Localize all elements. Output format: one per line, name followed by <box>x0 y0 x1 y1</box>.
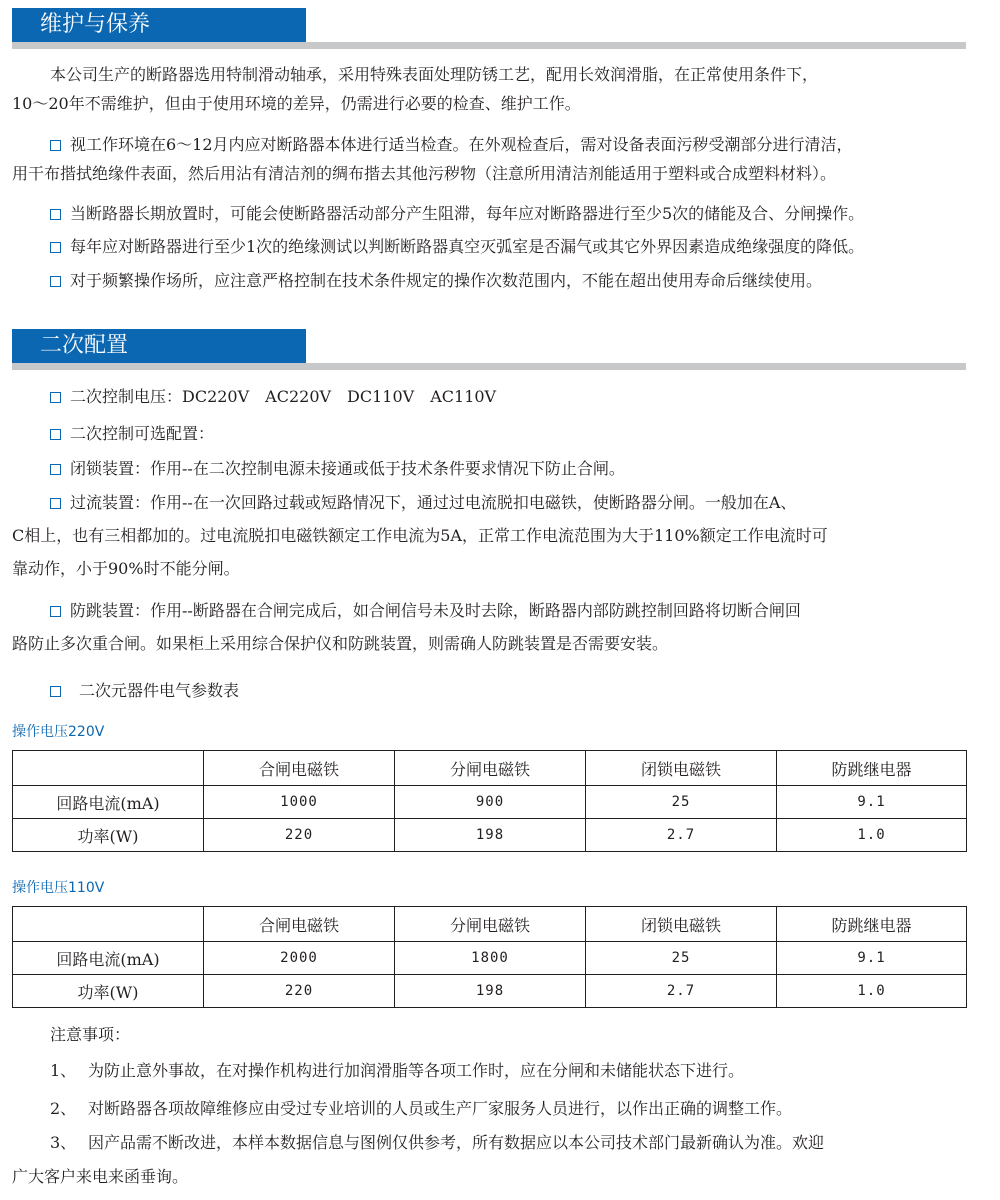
section-title: 维护与保养 <box>12 8 306 42</box>
config-item <box>12 382 994 411</box>
table-cell: 1000 <box>204 786 395 819</box>
note-index: 2、 <box>50 1099 77 1118</box>
text-line: 二次元器件电气参数表 <box>79 681 240 700</box>
config-item <box>12 676 994 705</box>
parameter-table-220v <box>12 750 967 852</box>
checkbox-square-icon <box>50 140 61 151</box>
table-caption: 操作电压110V <box>12 880 105 896</box>
checkbox-square-icon <box>50 392 61 403</box>
config-item <box>12 488 994 583</box>
header-cell: 分闸电磁铁 <box>395 907 586 942</box>
table-cell: 1.0 <box>777 975 967 1008</box>
header-cell: 防跳继电器 <box>777 751 967 786</box>
header-cell: 闭锁电磁铁 <box>586 751 777 786</box>
text-line: 防跳装置：作用--断路器在合闸完成后，如合闸信号未及时去除，断路器内部防跳控制回路将切断合闸回 <box>70 601 801 620</box>
note-item <box>12 1056 994 1085</box>
text-line: 二次控制电压：DC220V AC220V DC110V AC110V <box>70 387 497 406</box>
checkbox-square-icon <box>50 242 61 253</box>
text-line: 用干布揩拭绝缘件表面，然后用沾有清洁剂的绸布揩去其他污秽物（注意所用清洁剂能适用于塑料或合成塑料材料）。 <box>12 164 837 183</box>
table-header-row <box>13 751 967 786</box>
config-item <box>12 454 994 483</box>
section-header-maintenance <box>12 8 966 50</box>
table-cell: 198 <box>395 819 586 852</box>
text-line: 过流装置：作用--在一次回路过载或短路情况下，通过过电流脱扣电磁铁，使断路器分闸。一般加在A、 <box>70 493 797 512</box>
text-line: 注意事项： <box>50 1025 131 1044</box>
maintenance-item <box>12 232 994 261</box>
checkbox-square-icon <box>50 606 61 617</box>
row-label: 功率(W) <box>13 975 204 1008</box>
text-line: C相上，也有三相都加的。过电流脱扣电磁铁额定工作电流为5A，正常工作电流范围为大于110%额定工作电流时可 <box>12 526 828 545</box>
checkbox-square-icon <box>50 498 61 509</box>
header-cell: 防跳继电器 <box>777 907 967 942</box>
header-cell <box>13 907 204 942</box>
text-line: 因产品需不断改进，本样本数据信息与图例仅供参考，所有数据应以本公司技术部门最新确认为准。欢迎 <box>88 1133 825 1152</box>
maintenance-item <box>12 199 994 228</box>
header-cell: 合闸电磁铁 <box>204 751 395 786</box>
table-caption: 操作电压220V <box>12 724 105 740</box>
text-line: 二次控制可选配置： <box>70 424 215 443</box>
section-header-secondary-config <box>12 329 966 371</box>
table-cell: 25 <box>586 786 777 819</box>
config-item <box>12 419 994 448</box>
note-index: 3、 <box>50 1133 77 1152</box>
section-divider <box>12 42 966 49</box>
table-cell: 9.1 <box>777 942 967 975</box>
table-cell: 220 <box>204 975 395 1008</box>
note-index: 1、 <box>50 1061 77 1080</box>
text-line: 当断路器长期放置时，可能会使断路器活动部分产生阻滞，每年应对断路器进行至少5次的储能及合、分闸操作。 <box>70 204 865 223</box>
text-line: 10～20年不需维护，但由于使用环境的差异，仍需进行必要的检查、维护工作。 <box>12 94 581 113</box>
text-line: 视工作环境在6～12月内应对断路器本体进行适当检查。在外观检查后，需对设备表面污秽受潮部分进行清洁， <box>70 135 853 154</box>
config-item <box>12 596 994 658</box>
text-line: 对于频繁操作场所，应注意严格控制在技术条件规定的操作次数范围内，不能在超出使用寿命后继续使用。 <box>70 271 823 290</box>
text-line: 每年应对断路器进行至少1次的绝缘测试以判断断路器真空灭弧室是否漏气或其它外界因素造成绝缘强度的降低。 <box>70 237 865 256</box>
table-cell: 1.0 <box>777 819 967 852</box>
row-label: 回路电流(mA) <box>13 786 204 819</box>
table-cell: 9.1 <box>777 786 967 819</box>
maintenance-item <box>12 130 994 188</box>
note-item <box>12 1128 994 1191</box>
checkbox-square-icon <box>50 429 61 440</box>
row-label: 功率(W) <box>13 819 204 852</box>
text-line: 靠动作，小于90%时不能分闸。 <box>12 559 240 578</box>
notes-title <box>12 1020 994 1049</box>
checkbox-square-icon <box>50 464 61 475</box>
section-divider <box>12 363 966 370</box>
table-header-row <box>13 907 967 942</box>
table-cell: 25 <box>586 942 777 975</box>
header-cell: 闭锁电磁铁 <box>586 907 777 942</box>
note-item <box>12 1094 994 1123</box>
checkbox-square-icon <box>50 276 61 287</box>
text-line: 广大客户来电来函垂询。 <box>12 1167 189 1186</box>
text-line: 本公司生产的断路器选用特制滑动轴承，采用特殊表面处理防锈工艺，配用长效润滑脂，在正常使用条件下， <box>50 65 819 84</box>
row-label: 回路电流(mA) <box>13 942 204 975</box>
table-cell: 2000 <box>204 942 395 975</box>
header-cell: 分闸电磁铁 <box>395 751 586 786</box>
text-line: 为防止意外事故，在对操作机构进行加润滑脂等各项工作时，应在分闸和未储能状态下进行。 <box>88 1061 745 1080</box>
table-cell: 900 <box>395 786 586 819</box>
text-line: 闭锁装置：作用--在二次控制电源未接通或低于技术条件要求情况下防止合闸。 <box>70 459 625 478</box>
table-cell: 198 <box>395 975 586 1008</box>
table-cell: 220 <box>204 819 395 852</box>
table-cell: 1800 <box>395 942 586 975</box>
table-row <box>13 786 967 819</box>
section-title: 二次配置 <box>12 329 306 363</box>
table-row <box>13 975 967 1008</box>
table-cell: 2.7 <box>586 975 777 1008</box>
checkbox-square-icon <box>50 209 61 220</box>
intro-paragraph <box>12 60 994 118</box>
table-cell: 2.7 <box>586 819 777 852</box>
header-cell: 合闸电磁铁 <box>204 907 395 942</box>
table-row <box>13 942 967 975</box>
table-row <box>13 819 967 852</box>
parameter-table-110v <box>12 906 967 1008</box>
checkbox-square-icon <box>50 686 61 697</box>
header-cell <box>13 751 204 786</box>
text-line: 路防止多次重合闸。如果柜上采用综合保护仪和防跳装置，则需确人防跳装置是否需要安装。 <box>12 634 669 653</box>
maintenance-item <box>12 266 994 295</box>
text-line: 对断路器各项故障维修应由受过专业培训的人员或生产厂家服务人员进行，以作出正确的调整工作。 <box>88 1099 793 1118</box>
